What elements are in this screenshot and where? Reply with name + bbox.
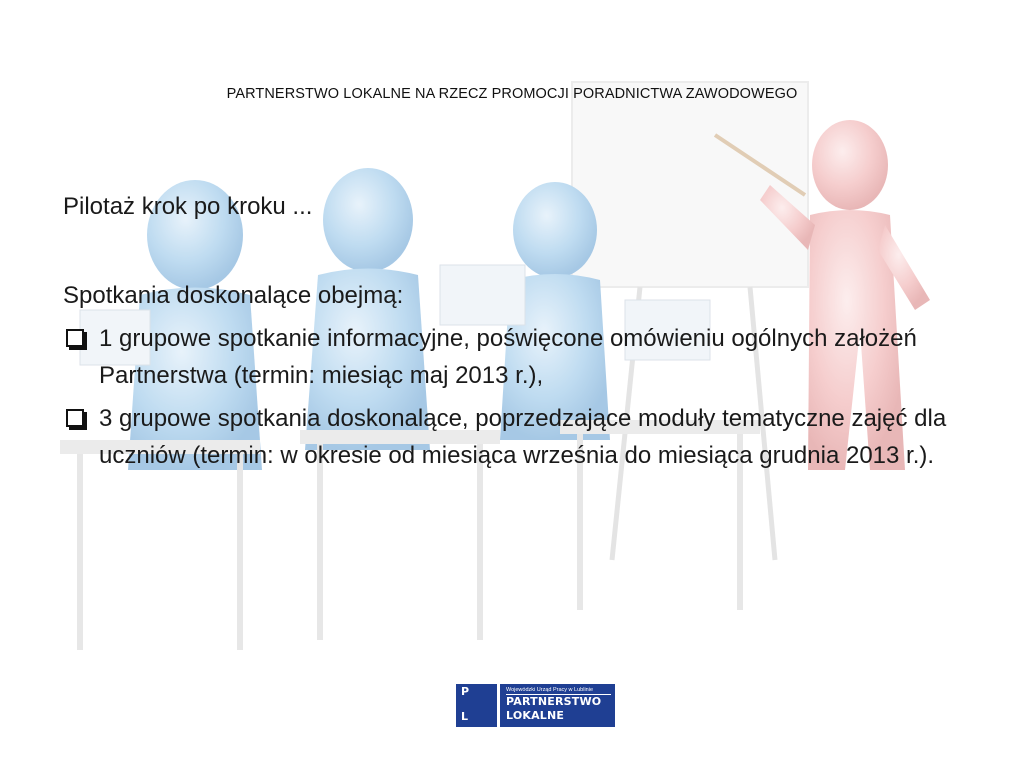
list-item	[63, 320, 963, 394]
partnership-logo	[456, 684, 615, 727]
list-item	[63, 400, 963, 474]
logo-institution: Wojewódzki Urząd Pracy w Lublinie	[506, 686, 611, 695]
logo-line2: LOKALNE	[506, 709, 565, 722]
logo-letter-p: P	[461, 685, 470, 698]
logo-text	[500, 684, 615, 727]
logo-line1: PARTNERSTWO	[506, 695, 602, 708]
spacer	[63, 225, 963, 277]
bullet-list	[63, 320, 963, 474]
content-heading: Pilotaż krok po kroku ...	[63, 193, 313, 220]
content-subheading: Spotkania doskonalące obejmą:	[63, 282, 404, 309]
bullet-text: 1 grupowe spotkanie informacyjne, poświęcone omówieniu ogólnych założeń Partnerstwa (termin: miesiąc maj 2013 r.),	[99, 325, 917, 389]
logo-letter-l: L	[461, 710, 469, 723]
logo-letters	[456, 684, 500, 727]
slide-header: PARTNERSTWO LOKALNE NA RZECZ PROMOCJI PORADNICTWA ZAWODOWEGO	[226, 86, 798, 102]
slide-content	[63, 188, 963, 474]
checkbox-icon	[66, 329, 84, 347]
bullet-text: 3 grupowe spotkania doskonalące, poprzedzające moduły tematyczne zajęć dla uczniów (termin: w okresie od miesiąca września do miesiąca grudnia 2013 r.).	[99, 405, 947, 469]
checkbox-icon	[66, 409, 84, 427]
